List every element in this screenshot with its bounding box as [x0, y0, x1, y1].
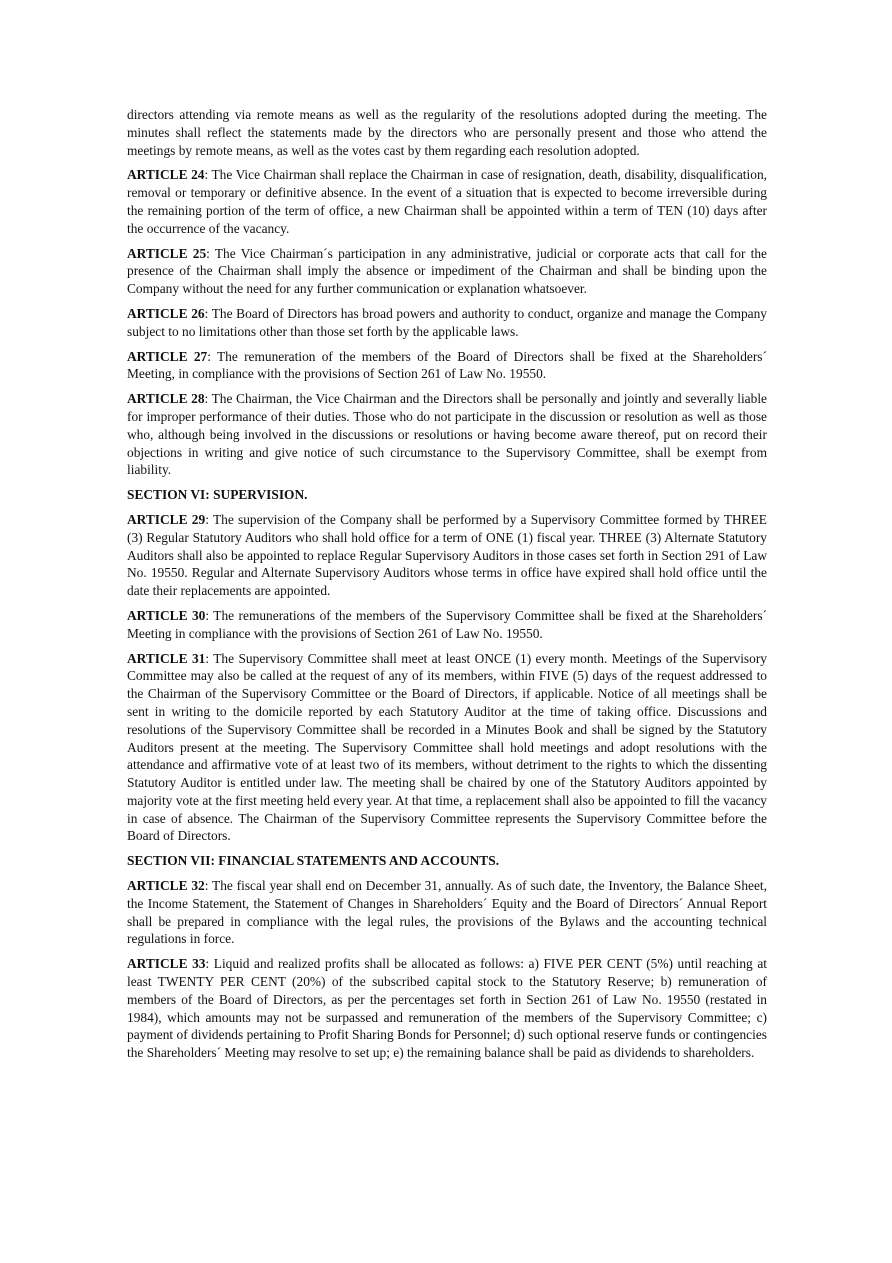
article-33	[127, 955, 767, 1062]
article-28-text: : The Chairman, the Vice Chairman and the Directors shall be personally and jointly and severally liable for improper performance of their duties. Those who do not participate in the discussion or resolution as well as those who, although being involved in the discussions or resolutions or having become aware thereof, put on record their objections in writing and give notice of such circumstance to the Supervisory Committee, shall be exempt from liability.	[127, 391, 767, 478]
article-30	[127, 607, 767, 643]
article-31-heading: ARTICLE 31	[127, 650, 206, 666]
article-30-heading: ARTICLE 30	[127, 607, 206, 623]
article-29-text: : The supervision of the Company shall be performed by a Supervisory Committee formed by THREE (3) Regular Statutory Auditors who shall hold office for a term of ONE (1) fiscal year. THREE (3) Alternate Statutory Auditors shall also be appointed to replace Regular Supervisory Auditors in those cases set forth in Section 291 of Law No. 19550. Regular and Alternate Supervisory Auditors whose terms in office have expired shall hold office until the date their replacements are appointed.	[127, 511, 767, 599]
article-31	[127, 650, 767, 846]
article-29	[127, 511, 767, 600]
article-28-heading: ARTICLE 28	[127, 391, 205, 407]
article-25	[127, 245, 767, 298]
document-page	[127, 106, 767, 1069]
article-27-text: : The remuneration of the members of the Board of Directors shall be fixed at the Shareholders´ Meeting, in compliance with the provisions of Section 261 of Law No. 19550.	[127, 348, 767, 382]
article-24-text: : The Vice Chairman shall replace the Chairman in case of resignation, death, disability, disqualification, removal or temporary or definitive absence. In the event of a situation that is expected to become irreversible during the remaining portion of the term of office, a new Chairman shall be appointed within a term of TEN (10) days after the occurrence of the vacancy.	[127, 167, 767, 236]
article-32-text: : The fiscal year shall end on December 31, annually. As of such date, the Inventory, the Balance Sheet, the Income Statement, the Statement of Changes in Shareholders´ Equity and the Board of Directors´ Annual Report shall be prepared in compliance with the legal rules, the provisions of the Bylaws and the accounting technical regulations in force.	[127, 878, 767, 947]
article-27-heading: ARTICLE 27	[127, 348, 208, 364]
article-25-heading: ARTICLE 25	[127, 245, 207, 261]
article-26	[127, 305, 767, 341]
article-30-text: : The remunerations of the members of the Supervisory Committee shall be fixed at the Shareholders´ Meeting in compliance with the provisions of Section 261 of Law No. 19550.	[127, 607, 767, 641]
section-heading-supervision: SECTION VI: SUPERVISION.	[127, 487, 308, 503]
article-24-heading: ARTICLE 24	[127, 167, 205, 183]
article-33-heading: ARTICLE 33	[127, 956, 206, 972]
article-24	[127, 166, 767, 237]
article-26-text: : The Board of Directors has broad powers and authority to conduct, organize and manage the Company subject to no limitations other than those set forth by the applicable laws.	[127, 305, 767, 339]
section-heading-financial-statements: SECTION VII: FINANCIAL STATEMENTS AND ACCOUNTS.	[127, 853, 500, 869]
article-28	[127, 390, 767, 479]
article-25-text: : The Vice Chairman´s participation in any administrative, judicial or corporate acts that call for the presence of the Chairman shall imply the absence or impediment of the Chairman and shall be binding upon the Company without the need for any further communication or explanation whatsoever.	[127, 245, 767, 297]
intro-paragraph: directors attending via remote means as well as the regularity of the resolutions adopted during the meeting. The minutes shall reflect the statements made by the directors who are personally present and those who attend the meetings by remote means, as well as the votes cast by them regarding each resolution adopted.	[127, 107, 767, 158]
article-26-heading: ARTICLE 26	[127, 305, 205, 321]
article-31-text: : The Supervisory Committee shall meet at least ONCE (1) every month. Meetings of the Supervisory Committee may also be called at the request of any of its members, within FIVE (5) days of the request addressed to the Chairman of the Supervisory Committee or the Board of Directors, if applicable. Notice of all meetings shall be sent in writing to the domicile reported by each Statutory Auditor at the time of taking office. Discussions and resolutions of the Supervisory Committee shall be recorded in a Minutes Book and shall be signed by the Statutory Auditors present at the meeting. The Supervisory Committee shall hold meetings and adopt resolutions with the attendance and affirmative vote of at least two of its members, without detriment to the rights to which the dissenting Statutory Auditor is entitled under law. The meeting shall be chaired by one of the Statutory Auditors appointed by majority vote at the first meeting held every year. At that time, a replacement shall also be appointed to fill the vacancy in case of absence. The Chairman of the Supervisory Committee represents the Supervisory Committee before the Board of Directors.	[127, 650, 767, 844]
article-32-heading: ARTICLE 32	[127, 878, 205, 894]
article-33-text: : Liquid and realized profits shall be allocated as follows: a) FIVE PER CENT (5%) until reaching at least TWENTY PER CENT (20%) of the subscribed capital stock to the Statutory Reserve; b) remuneration of members of the Board of Directors, as per the percentages set forth in Section 261 of Law No. 19550 (restated in 1984), which amounts may not be surpassed and remuneration of the members of the Supervisory Committee; c) payment of dividends pertaining to Profit Sharing Bonds for Personnel; d) such optional reserve funds or contingencies the Shareholders´ Meeting may resolve to set up; e) the remaining balance shall be paid as dividends to shareholders.	[127, 956, 767, 1061]
article-29-heading: ARTICLE 29	[127, 511, 206, 527]
article-27	[127, 348, 767, 384]
article-32	[127, 877, 767, 948]
